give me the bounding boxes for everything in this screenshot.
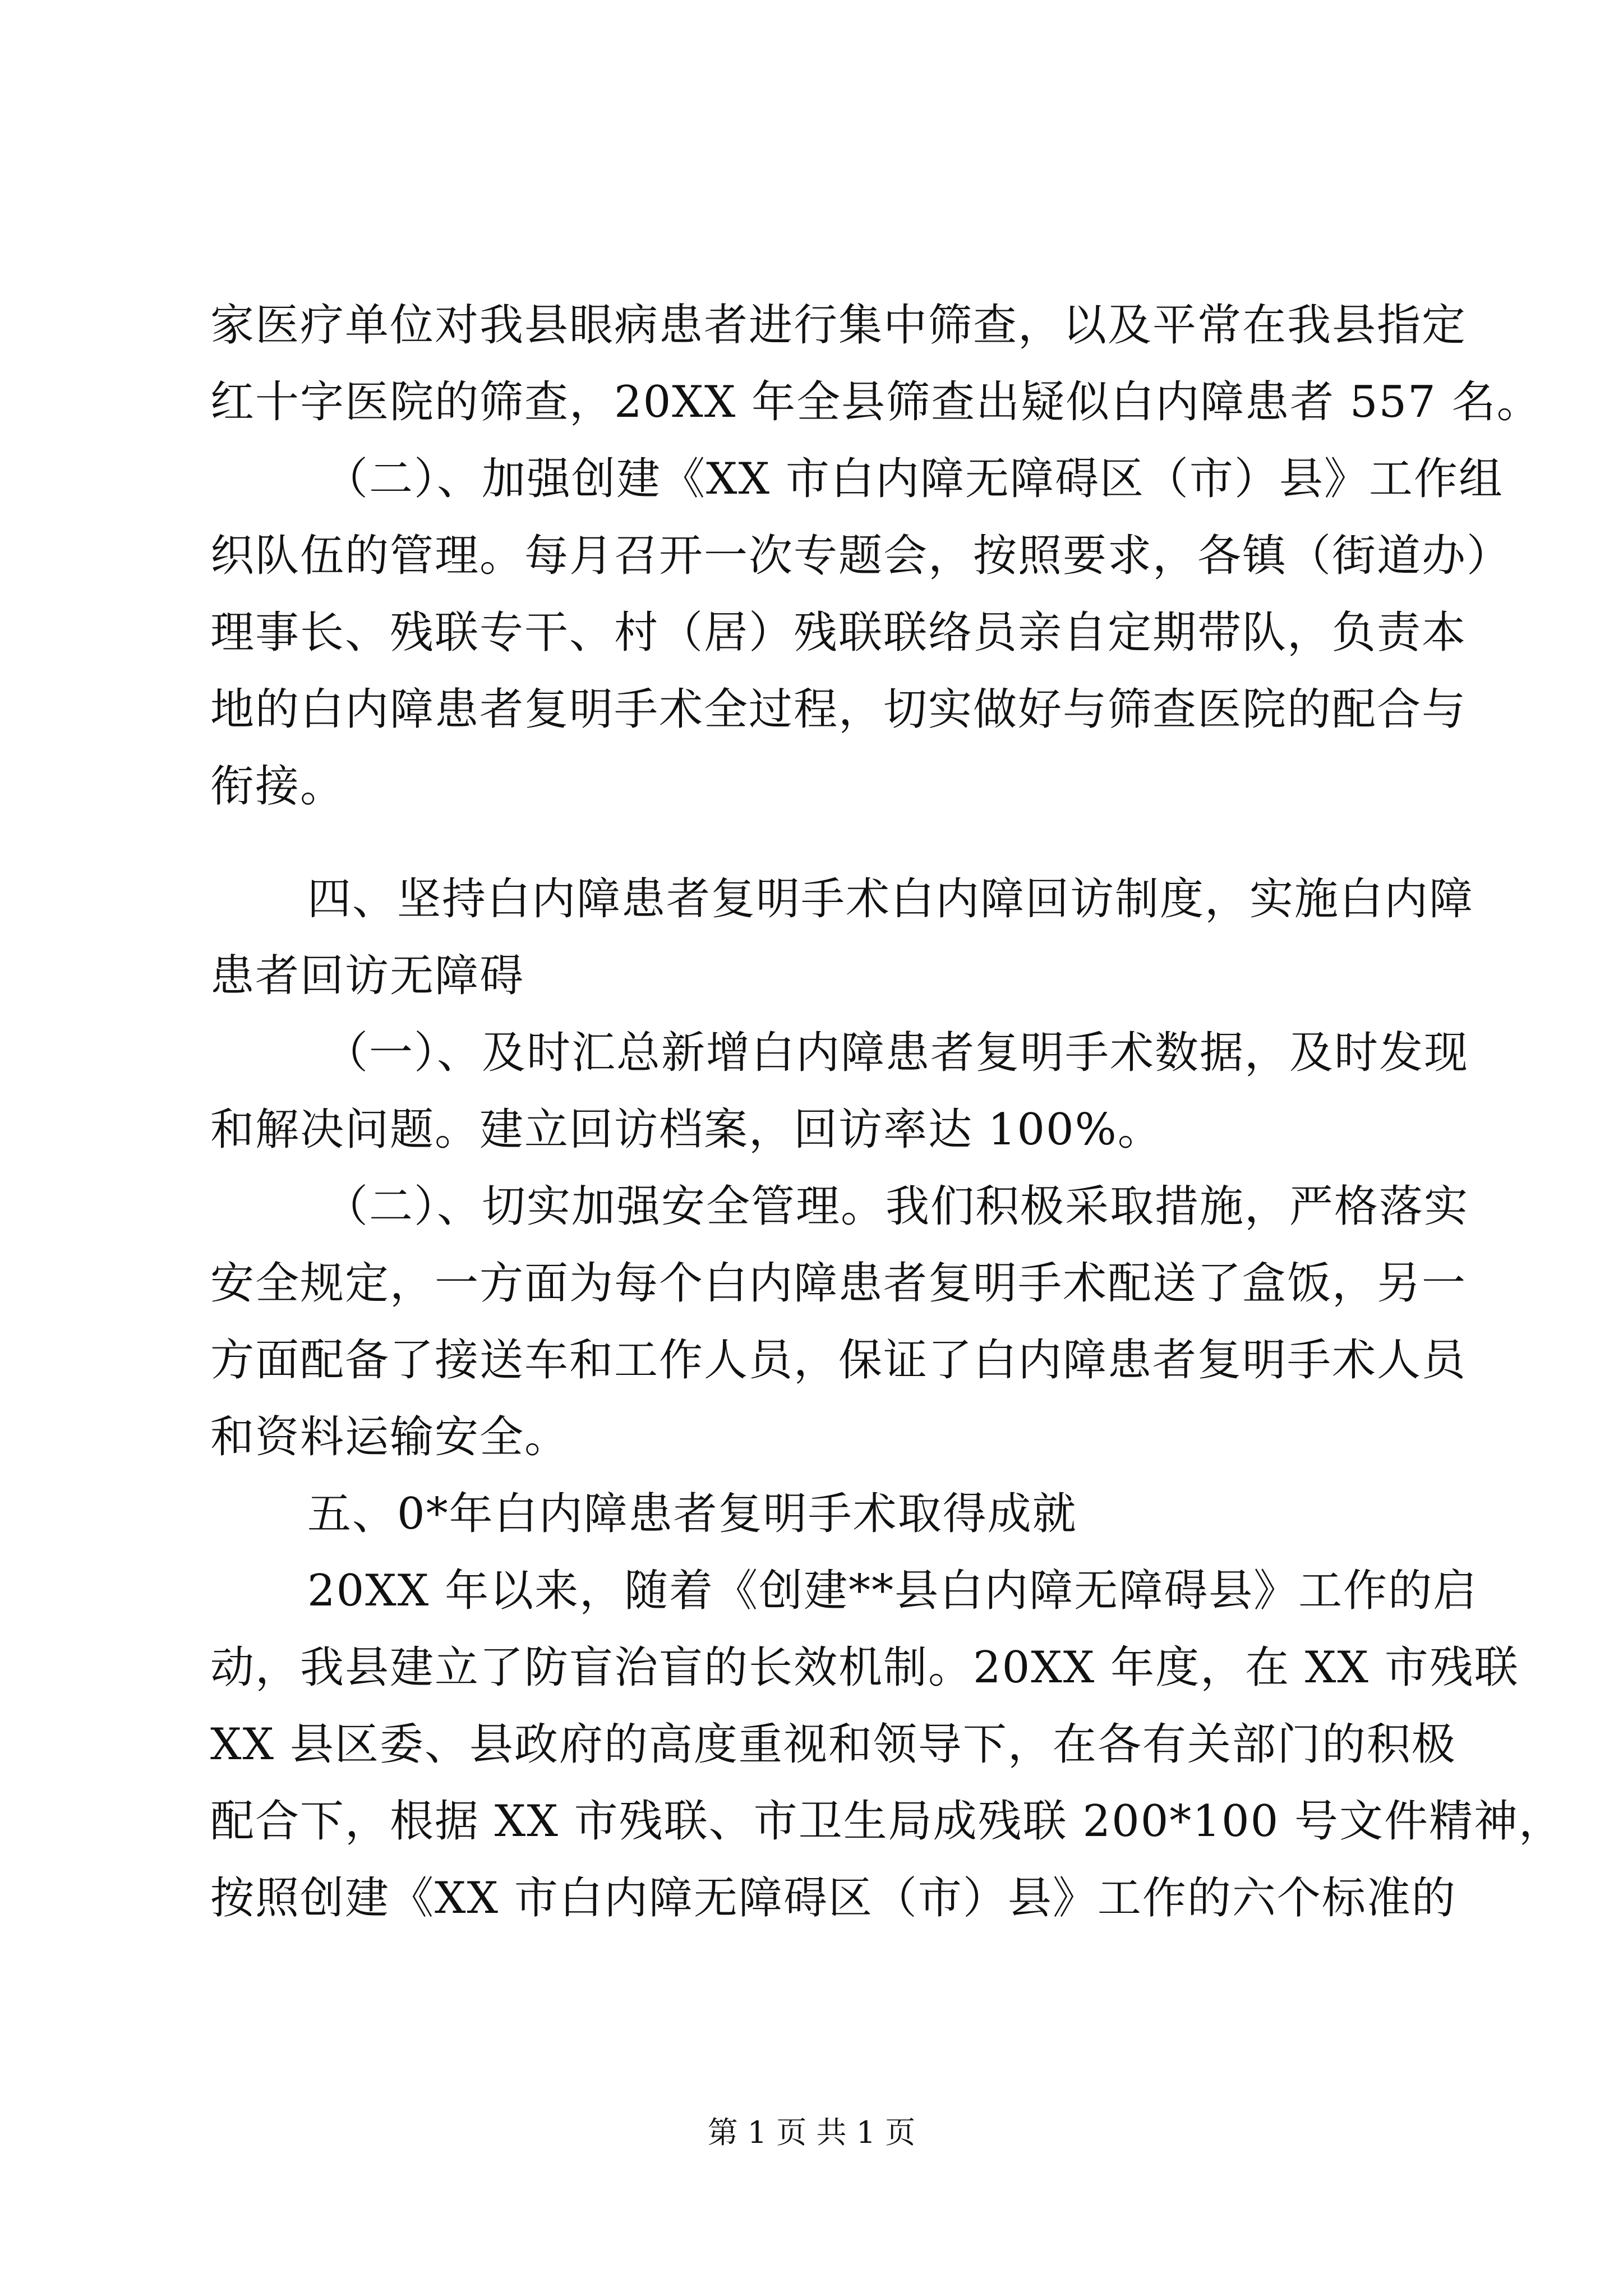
body-line-11: 和解决问题。建立回访档案，回访率达 100%。 (210, 1105, 1163, 1155)
section-heading-5: 五、0*年白内障患者复明手术取得成就 (307, 1489, 1077, 1539)
body-line-17: 20XX 年以来，随着《创建**县白内障无障碍县》工作的启 (307, 1566, 1478, 1616)
body-line-18: 动，我县建立了防盲治盲的长效机制。20XX 年度，在 XX 市残联 (210, 1642, 1519, 1693)
body-line-4: 织队伍的管理。每月召开一次专题会，按照要求，各镇（街道办） (210, 531, 1512, 581)
page-number-footer: 第 1 页 共 1 页 (707, 2115, 916, 2150)
section-heading-4: 四、坚持白内障患者复明手术白内障回访制度，实施白内障 (307, 874, 1474, 924)
body-line-2: 红十字医院的筛查，20XX 年全县筛查出疑似白内障患者 557 名。 (210, 377, 1542, 427)
body-line-21: 按照创建《XX 市白内障无障碍区（市）县》工作的六个标准的 (210, 1873, 1456, 1924)
body-line-1: 家医疗单位对我县眼病患者进行集中筛查，以及平常在我县指定 (210, 300, 1467, 351)
body-line-19: XX 县区委、县政府的高度重视和领导下，在各有关部门的积极 (210, 1719, 1456, 1770)
body-line-20: 配合下，根据 XX 市残联、市卫生局成残联 200*100 号文件精神， (210, 1796, 1564, 1847)
body-line-9: 患者回访无障碍 (210, 951, 525, 1001)
body-line-3: （二）、加强创建《XX 市白内障无障碍区（市）县》工作组 (324, 454, 1504, 504)
body-line-15: 和资料运输安全。 (210, 1412, 570, 1462)
body-line-10: （一）、及时汇总新增白内障患者复明手术数据，及时发现 (324, 1028, 1469, 1078)
body-line-6: 地的白内障患者复明手术全过程，切实做好与筛查医院的配合与 (210, 684, 1467, 735)
body-line-7: 衔接。 (210, 761, 345, 812)
body-line-12: （二）、切实加强安全管理。我们积极采取措施，严格落实 (324, 1181, 1469, 1232)
body-line-5: 理事长、残联专干、村（居）残联联络员亲自定期带队，负责本 (210, 608, 1467, 658)
body-line-13: 安全规定，一方面为每个白内障患者复明手术配送了盒饭，另一 (210, 1258, 1467, 1309)
body-line-14: 方面配备了接送车和工作人员，保证了白内障患者复明手术人员 (210, 1335, 1467, 1386)
